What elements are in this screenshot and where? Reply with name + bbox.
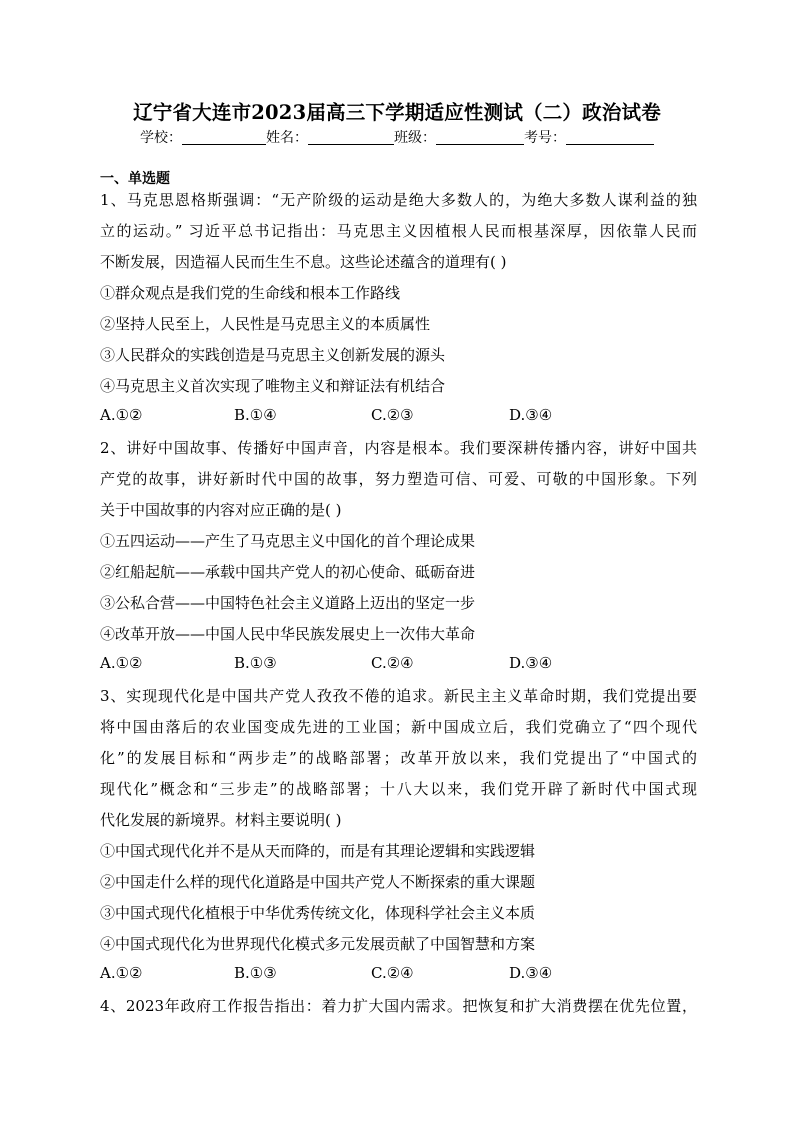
exam-title: 辽宁省大连市2023届高三下学期适应性测试（二）政治试卷 [133, 101, 661, 124]
q1-item: ②坚持人民至上，人民性是马克思主义的本质属性 [100, 315, 431, 333]
q3-option-c[interactable]: C.②④ [371, 964, 414, 982]
q1-stem-line: 1、马克思恩格斯强调：“无产阶级的运动是绝大多数人的，为绝大多数人谋利益的独 [100, 191, 697, 209]
class-label: 班级： [394, 130, 436, 146]
class-blank[interactable] [436, 130, 524, 145]
q3-item: ①中国式现代化并不是从天而降的，而是有其理论逻辑和实践逻辑 [100, 842, 536, 860]
q2-option-a[interactable]: A.①② [100, 654, 143, 672]
q3-stem-line: 化”的发展目标和“两步走”的战略部署；改革开放以来，我们党提出了“中国式的 [100, 749, 697, 767]
q1-option-a[interactable]: A.①② [100, 406, 143, 424]
q3-item: ②中国走什么样的现代化道路是中国共产党人不断探索的重大课题 [100, 873, 536, 891]
q1-item: ①群众观点是我们党的生命线和根本工作路线 [100, 284, 401, 302]
q1-stem-line: 立的运动。” 习近平总书记指出：马克思主义因植根人民而根基深厚，因依靠人民而 [100, 222, 697, 240]
q2-option-b[interactable]: B.①③ [234, 654, 277, 672]
q3-option-d[interactable]: D.③④ [509, 964, 553, 982]
q3-item: ③中国式现代化植根于中华优秀传统文化，体现科学社会主义本质 [100, 904, 536, 922]
q2-stem-line: 关于中国故事的内容对应正确的是( ) [100, 501, 342, 519]
q2-item: ③公私合营——中国特色社会主义道路上迈出的坚定一步 [100, 594, 476, 612]
q2-option-d[interactable]: D.③④ [509, 654, 553, 672]
q3-stem-line: 代化发展的新境界。材料主要说明( ) [100, 811, 342, 829]
q3-option-a[interactable]: A.①② [100, 964, 143, 982]
q1-item: ④马克思主义首次实现了唯物主义和辩证法有机结合 [100, 377, 446, 395]
q2-stem-line: 2、讲好中国故事、传播好中国声音，内容是根本。我们要深耕传播内容，讲好中国共 [100, 439, 697, 457]
q2-item: ①五四运动——产生了马克思主义中国化的首个理论成果 [100, 532, 476, 550]
q3-stem-line: 现代化”概念和“三步走”的战略部署；十八大以来，我们党开辟了新时代中国式现 [100, 780, 697, 798]
school-blank[interactable] [182, 130, 266, 145]
q1-option-c[interactable]: C.②③ [371, 406, 414, 424]
q3-stem-line: 将中国由落后的农业国变成先进的工业国；新中国成立后，我们党确立了“四个现代 [100, 718, 697, 736]
exam-no-blank[interactable] [566, 130, 654, 145]
q1-stem-line: 不断发展，因造福人民而生生不息。这些论述蕴含的道理有( ) [100, 253, 507, 271]
q3-item: ④中国式现代化为世界现代化模式多元发展贡献了中国智慧和方案 [100, 935, 536, 953]
q3-option-b[interactable]: B.①③ [234, 964, 277, 982]
q1-option-b[interactable]: B.①④ [234, 406, 277, 424]
exam-no-label: 考号： [524, 130, 566, 146]
q3-stem-line: 3、实现现代化是中国共产党人孜孜不倦的追求。新民主主义革命时期，我们党提出要 [100, 687, 697, 705]
section-title: 一、单选题 [100, 171, 170, 187]
q1-item: ③人民群众的实践创造是马克思主义创新发展的源头 [100, 346, 446, 364]
q2-item: ④改革开放——中国人民中华民族发展史上一次伟大革命 [100, 625, 476, 643]
student-info-line [0, 127, 794, 147]
q2-stem-line: 产党的故事，讲好新时代中国的故事，努力塑造可信、可爱、可敬的中国形象。下列 [100, 470, 697, 488]
q1-option-d[interactable]: D.③④ [509, 406, 553, 424]
q2-option-c[interactable]: C.②④ [371, 654, 414, 672]
q4-stem-line: 4、2023年政府工作报告指出：着力扩大国内需求。把恢复和扩大消费摆在优先位置， [100, 997, 697, 1015]
q2-item: ②红船起航——承载中国共产党人的初心使命、砥砺奋进 [100, 563, 476, 581]
name-label: 姓名： [266, 130, 308, 146]
name-blank[interactable] [308, 130, 394, 145]
school-label: 学校： [140, 130, 182, 146]
